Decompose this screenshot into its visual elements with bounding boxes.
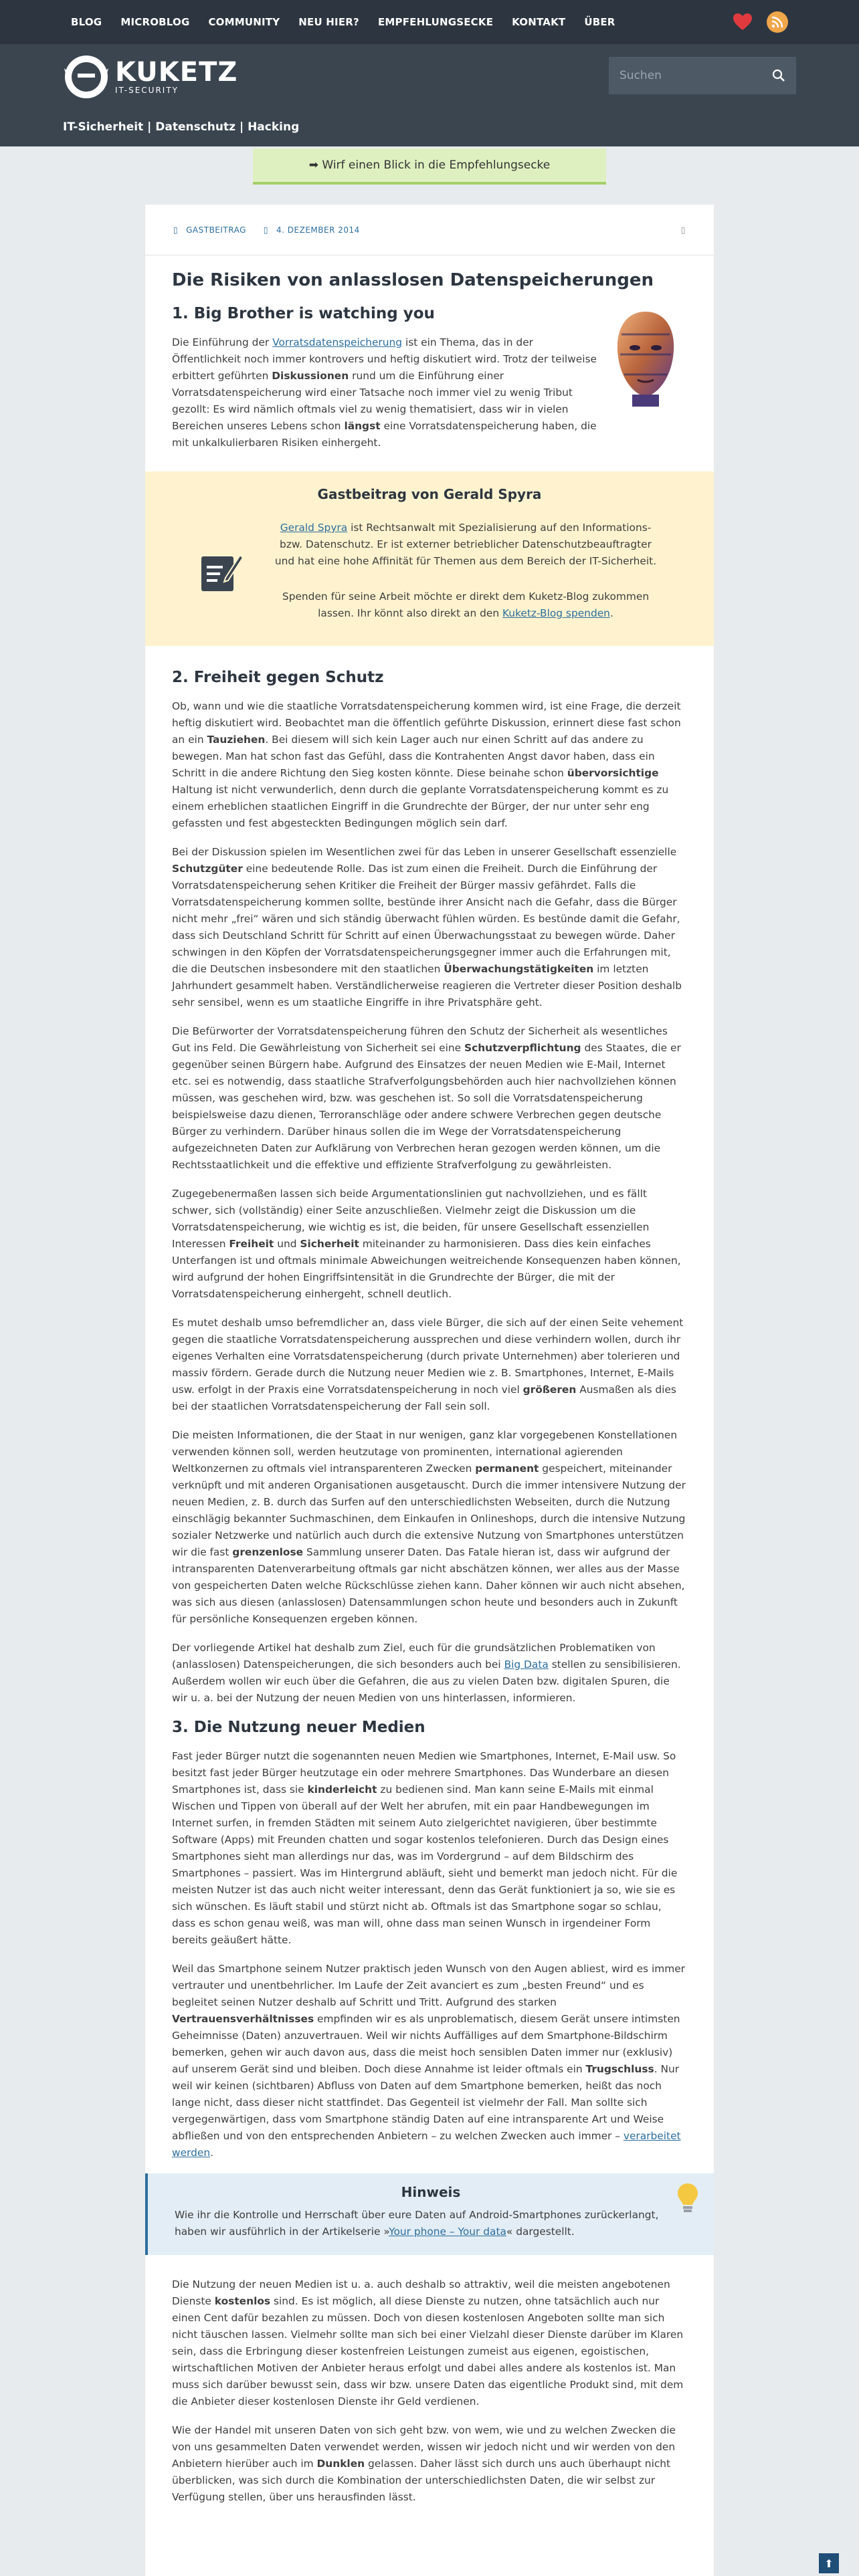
section-2-paragraph-3: Die Befürworter der Vorratsdatenspeicherung führen den Schutz der Sicherheit als wesentliches Gut ins Feld. Die Gewährleistung von Sicherheit sei eine Schutzverpflichtung des Staates, die er gegenüber seinen Bürgern habe. Aufgrund des Einsatzes der neuen Medien wie E-Mail, Internet etc. sei es notwendig, dass staatliche Strafverfolgungsbehörden auch hier nachvollziehen können müssen, was geschehen wird, bzw. was geschehen ist. So soll die Vorratsdatenspeicherung beispielsweise dazu dienen, Terroranschläge oder andere schwere Verbrechen gegen deutsche Bürger zu verhindern. Darüber hinaus sollen die im Wege der Vorratsdatenspeicherung aufgezeichneten Daten zur Aufklärung von Verbrechen heran gezogen werden können, um die Rechtsstaatlichkeit und die effektive und effiziente Strafverfolgung zu gewährleisten. [172,1025,681,1171]
intro-section [172,305,687,451]
digital-face-image [608,308,683,408]
section-3-paragraph-4: Wie der Handel mit unseren Daten von sich geht bzw. von wem, wie und zu welchen Zwecken die von uns gesammelten Daten verwendet werden, wissen wir jedoch nicht und wir werden von den Anbietern hierüber auch im Dunklen gelassen. Daher lässt sich durch uns auch überhaupt nicht überblicken, was sich durch die Kombination der unterschiedlichsten Daten, die wir selbst zur Verfügung stellen, über uns herausfinden lässt. [172,2424,676,2503]
nav-item-blog[interactable]: BLOG [71,16,102,28]
hint-title: Hinweis [401,2184,461,2200]
nav-item-ueber[interactable]: ÜBER [584,16,615,28]
big-data-link[interactable]: Big Data [504,1658,549,1671]
post-category[interactable]: GASTBEITRAG [186,225,246,235]
scroll-to-top-button[interactable] [819,2553,839,2573]
hint-text: Wie ihr die Kontrolle und Herrschaft über eure Daten auf Android-Smartphones zurückerlangt, haben wir ausführlich in der Artikelserie »Your phone – Your data« dargestellt. [175,2209,659,2238]
guest-description: Gerald Spyra ist Rechtsanwalt mit Spezialisierung auf den Informations- bzw. Datenschutz. Er ist externer betrieblicher Datenschutzbeauftragter und hat eine hohe Affinität für Themen aus dem Bereich der IT-Sicherheit. [274,522,657,567]
heart-icon[interactable] [732,11,753,33]
section-2-title: 2. Freiheit gegen Schutz [172,669,384,686]
section-3-paragraph-3: Die Nutzung der neuen Medien ist u. a. auch deshalb so attraktiv, weil die meisten angebotenen Dienste kostenlos sind. Es ist möglich, all diese Dienste zu nutzen, ohne tatsächlich auch nur einen Cent dafür bezahlen zu müssen. Doch von diesen kostenlosen Angeboten sollte man sich nicht täuschen lassen. Vielmehr sollte man sich bei einer Vielzahl dieser Dienste darüber im Klaren sein, dass die Erbringung dieser kostenfreien Leistungen zumeist aus eigenen, egoistischen, wirtschaftlichen Motiven der Anbieter heraus erfolgt und dabei alles andere als kostenlos ist. Man muss sich darüber bewusst sein, dass wir bzw. unsere Daten das eigentliche Produkt sind, mit dem die Anbieter dieser kostenlosen Dienste ihr Geld verdienen. [172,2278,684,2407]
main-menu [71,16,634,28]
guest-title: Gastbeitrag von Gerald Spyra [317,486,542,502]
verarbeitet-werden-link[interactable]: verarbeitet werden [172,2130,681,2159]
article-card [145,205,714,2576]
site-header [0,44,859,146]
post-date[interactable]: 4. DEZEMBER 2014 [276,225,360,235]
section-3-paragraph-1: Fast jeder Bürger nutzt die sogenannten neuen Medien wie Smartphones, Internet, E-Mail usw. So besitzt fast jeder Bürger heutzutage ein oder mehrere Smartphones. Das Wunderbare an diesen Smartphones ist, dass sie kinderleicht zu bedienen sind. Man kann seine E-Mails mit einmal Wischen und Tippen von überall auf der Welt her abrufen, mit ein paar Handbewegungen im Internet surfen, in fremden Städten mit seinem Auto zielgerichtet navigieren, über bestimmte Software (Apps) mit Freunden chatten und sogar kostenlos telefonieren. Durch das Design eines Smartphones sieht man allerdings nur das, was im Vordergrund – auf dem Bildschirm des Smartphones – passiert. Was im Hintergrund abläuft, sieht und bemerkt man jedoch nicht. Für die meisten Nutzer ist das auch nicht weiter interessant, denn das Gerät funktioniert ja so, wie sie es sich wünschen. Es läuft stabil und stürzt nicht ab. Oftmals ist das Smartphone sogar so schlau, dass es schon genau weiß, was man will, ohne dass man seinen Wunsch in irgendeiner Form bereits geäußert hätte. [172,1750,678,1946]
section-2-paragraph-6: Die meisten Informationen, die der Staat in nur wenigen, ganz klar vorgegebenen Konstellationen verwenden können soll, werden heutzutage von prominenten, international agierenden Weltkonzernen zu oftmals viel intransparenteren Zwecken permanent gespeichert, miteinander verknüpft und mit anderen Organisationen ausgetauscht. Durch die immer intensivere Nutzung der neuen Medien, z. B. durch das Surfen auf den unterschiedlichsten Webseiten, durch die Nutzung einschlägig bekannter Suchmaschinen, dem Einkaufen in Onlineshops, durch die intensive Nutzung sozialer Netzwerke und natürlich auch durch die extensive Nutzung von Smartphones unterstützen wir die fast grenzenlose Sammlung unserer Daten. Das Fatale hieran ist, dass wir aufgrund der intransparenten Datenverarbeitung oftmals gar nicht abschätzen können, wer alles aus der Masse von gespeicherten Daten welche Rückschlüsse ziehen kann. Daher können wir auch nicht absehen, was sich aus diesen (anlasslosen) Datensammlungen schon heute und besonders auch in Zukunft für persönliche Konsequenzen ergeben können. [172,1429,686,1625]
top-navigation [0,0,859,44]
gerald-spyra-link[interactable]: Gerald Spyra [280,522,348,534]
comment-icon[interactable]: ▯ [680,225,686,235]
section-2-paragraph-1: Ob, wann und wie die staatliche Vorratsdatenspeicherung kommen wird, ist eine Frage, die derzeit heftig diskutiert wird. Beobachtet man die öffentlich geführte Diskussion, erinnert diese fast schon an ein Tauziehen. Bei diesem will sich kein Lager auch nur einen Schritt auf das andere zu bewegen. Man hat schon fast das Gefühl, dass die Kontrahenten Angst davor haben, dass ein Schritt in die andere Richtung den Sieg kosten könnte. Diese beinahe schon übervorsichtige Haltung ist nicht verwunderlich, denn durch die geplante Vorratsdatenspeicherung kommt es zu einem erheblichen staatlichen Eingriff in die Grundrechte der Bürger, der nur unter sehr eng gefassten und fest abgesteckten Bedingungen möglich sein darf. [172,700,681,829]
search-placeholder: Suchen [619,69,662,82]
guest-author-box [145,471,714,646]
lightbulb-icon [675,2181,700,2215]
hint-box [145,2173,714,2255]
nav-item-community[interactable]: COMMUNITY [208,16,280,28]
logo-hood-icon [63,53,110,100]
section-3-paragraph-2: Weil das Smartphone seinem Nutzer praktisch jeden Wunsch von den Augen abliest, wird es immer vertrauter und unentbehrlicher. Im Laufe der Zeit avanciert es zum „besten Freund“ und es begleitet seinen Nutzer deshalb auf Schritt und Tritt. Aufgrund des starken Vertrauensverhältnisses empfinden wir es als unproblematisch, diesem Gerät unsere intimsten Geheimnisse (Daten) anzuvertrauen. Weil wir nichts Auffälliges auf dem Smartphone-Bildschirm bemerken, gehen wir auch davon aus, dass die meist hoch sensiblen Daten immer nur (exklusiv) auf unserem Gerät sind und bleiben. Doch diese Annahme ist leider oftmals ein Trugschluss. Nur weil wir keinen (sichtbaren) Abfluss von Daten auf dem Smartphone bemerken, heißt das noch lange nicht, dass dieser nicht stattfindet. Das Gegenteil ist vielmehr der Fall. Man sollte sich vergegenwärtigen, dass vom Smartphone ständig Daten auf eine intransparente Art und Weise abfließen und von den entsprechenden Anbietern – zu welchen Zwecken auch immer – verarbeitet werden. [172,1963,686,2159]
recommendation-banner[interactable] [253,148,606,185]
search-icon[interactable] [772,69,785,82]
nav-item-microblog[interactable]: MICROBLOG [120,16,190,28]
article-title: Die Risiken von anlasslosen Datenspeicherungen [172,270,654,290]
rss-icon[interactable] [767,11,788,33]
section-1-paragraph: Die Einführung der Vorratsdatenspeicherung ist ein Thema, das in der Öffentlichkeit noch immer kontrovers und heftig diskutiert wird. Trotz der teilweise erbittert geführten Diskussionen rund um die Einführung einer Vorratsdatenspeicherung wird einer Tatsache noch immer viel zu wenig Tribut gezollt: Es wird nämlich oftmals viel zu wenig thematisiert, dass wir in vielen Bereichen unseres Lebens schon längst eine Vorratsdatenspeicherung haben, die mit unkalkulierbaren Risiken einhergeht. [172,336,597,449]
section-1-title: 1. Big Brother is watching you [172,305,435,322]
vorratsdatenspeicherung-link[interactable]: Vorratsdatenspeicherung [272,336,403,348]
nav-item-neu-hier[interactable]: NEU HIER? [298,16,359,28]
logo-name: KUKETZ [115,57,238,88]
site-tagline: IT-Sicherheit | Datenschutz | Hacking [63,120,300,134]
nav-icons [732,11,788,33]
article-content [145,270,714,2506]
section-3-title: 3. Die Nutzung neuer Medien [172,1719,425,1736]
nav-item-empfehlungsecke[interactable]: EMPFEHLUNGSECKE [377,16,494,28]
section-2-paragraph-7: Der vorliegende Artikel hat deshalb zum Ziel, euch für die grundsätzlichen Problematiken von (anlasslosen) Datenspeicherungen, die sich besonders auch bei Big Data stellen zu sensibilisieren. Außerdem wollen wir euch über die Gefahren, die aus zu vielen Daten bzw. digitalen Spuren, die wir u. a. bei der Nutzung der neuen Medien von uns hinterlassen, informieren. [172,1642,681,1704]
calendar-icon: ▯ [263,225,269,235]
folder-icon: ▯ [173,225,179,235]
search-input[interactable] [609,57,796,94]
logo-subtitle: IT-SECURITY [115,86,179,95]
banner-text: ➡ Wirf einen Blick in die Empfehlungsecke [308,158,551,172]
section-2-paragraph-5: Es mutet deshalb umso befremdlicher an, dass viele Bürger, die sich auf der einen Seite vehement gegen die staatliche Vorratsdatenspeicherung aussprechen und diese verhindern wollen, durch ihr eigenes Verhalten eine Vorratsdatenspeicherung (durch private Unternehmen) aber tolerieren und massiv fördern. Gerade durch die Nutzung neuer Medien wie z. B. Smartphones, Internet, E-Mails usw. erfolgt in der Praxis eine Vorratsdatenspeicherung in noch viel größeren Ausmaßen als dies bei der staatlichen Vorratsdatenspeicherung der Fall sein soll. [172,1317,684,1412]
arrow-up-icon: ⬆ [824,2557,834,2570]
guest-donation: Spenden für seine Arbeit möchte er direkt dem Kuketz-Blog zukommen lassen. Ihr könnt also direkt an den Kuketz-Blog spenden. [282,591,650,619]
edit-note-icon [199,548,244,594]
donate-link[interactable]: Kuketz-Blog spenden [502,607,610,619]
nav-item-kontakt[interactable]: KONTAKT [512,16,566,28]
section-2-paragraph-4: Zugegebenermaßen lassen sich beide Argumentationslinien gut nachvollziehen, und es fällt schwer, sich (vollständig) einer Seite anzuschließen. Vielmehr zeigt die Diskussion um die Vorratsdatenspeicherung, wie wichtig es ist, die beiden, für unsere Gesellschaft essenziellen Interessen Freiheit und Sicherheit miteinander zu harmonisieren. Dass dies kein einfaches Unterfangen ist und oftmals minimale Abweichungen weitreichende Konsequenzen haben können, wird aufgrund der hohen Eingriffsintensität in die Grundrechte der Bürger, die mit der Vorratsdatenspeicherung einhergeht, schnell deutlich. [172,1188,681,1300]
section-2-paragraph-2: Bei der Diskussion spielen im Wesentlichen zwei für das Leben in unserer Gesellschaft essenzielle Schutzgüter eine bedeutende Rolle. Das ist zum einen die Freiheit. Durch die Einführung der Vorratsdatenspeicherung sehen Kritiker die Freiheit der Bürger massiv gefährdet. Falls die Vorratsdatenspeicherung kommen sollte, bestünde ihrer Ansicht nach die Gefahr, dass die Bürger nicht mehr „frei“ wären und sich ständig überwacht fühlen würden. Es bestünde damit die Gefahr, dass sich Deutschland Schritt für Schritt auf einen Überwachungsstaat zu bewegen würde. Daher schwingen in den Köpfen der Vorratsdatenspeicherungsgegner immer auch die Erfahrungen mit, die die Deutschen insbesondere mit den staatlichen Überwachungstätigkeiten im letzten Jahrhundert gesammelt haben. Verständlicherweise reagieren die Vertreter dieser Position deshalb sehr sensibel, wenn es um staatliche Eingriffe in ihre Privatsphäre geht. [172,846,682,1008]
your-phone-your-data-link[interactable]: Your phone – Your data [389,2226,506,2238]
post-meta [145,205,714,255]
